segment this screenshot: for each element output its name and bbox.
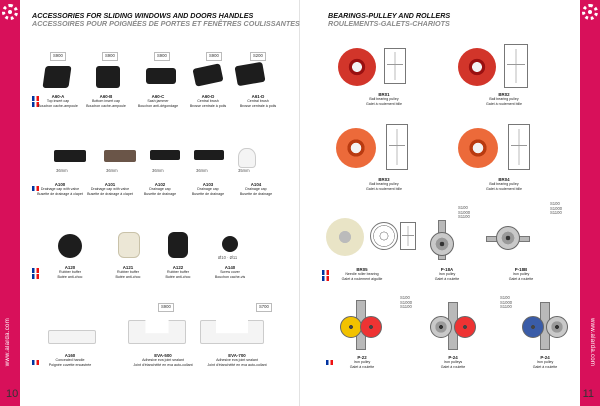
product-label: BR01 Ball bearing pulley Galet à roulement bille [366,92,402,106]
dimension-label: Ø10 · Ø11 [218,255,238,260]
left-page-title: ACCESSORIES FOR SLIDING WINDOWS AND DOORS HANDLES [32,11,254,20]
price-tag: S900 [102,52,118,61]
technical-drawing [370,222,398,250]
product-image-eva700 [200,320,264,344]
product-label: A120 Rubber buffer Butée anti-choc [57,265,83,279]
technical-drawing [386,124,408,170]
gear-logo-icon [2,4,18,20]
right-page-title: BEARINGS-PULLEY AND ROLLERS [328,11,451,20]
product-label: P-18A Iron pulley Galet à roulette [434,267,460,281]
price-tag: S200 [250,52,266,61]
product-image-br03 [336,128,376,168]
technical-drawing [504,44,528,88]
product-label: P-18B Iron pulley Galet à roulette [508,267,534,281]
left-accent-stripe [0,0,20,406]
product-image-br02 [458,48,496,86]
dimension-label: 36mm [196,168,208,173]
product-label: BR04 Ball bearing pulley Galet à roulement bille [486,177,522,191]
price-tag: S900 [50,52,66,61]
product-image-a101 [104,150,136,162]
product-image-a120 [58,234,82,258]
gear-logo-icon [582,4,598,20]
product-label: EVA-700 Adhesive eva joint sealant Joint d'étanchéité en eva auto-collant [207,353,267,367]
product-image-p18a [422,220,462,260]
product-label: A104 Drainage cap Busette de drainage [239,182,273,196]
product-label: A100 Drainage cap with valve Busette de drainage à clapet [37,182,83,196]
product-image-p18b [486,218,530,260]
product-image-a122 [168,232,188,258]
right-page-subtitle: ROULEMENTS-GALETS-CHARIOTS [328,19,450,28]
price-tag: S900 [154,52,170,61]
price-list: S100 S1000 S1100 [500,295,513,310]
product-label: A102 Drainage cap Busette de drainage [143,182,177,196]
technical-drawing [400,222,416,250]
product-label: A60-C Sash jammer Bouchon anti-dégondage [137,94,179,108]
product-image-br05 [326,218,364,256]
france-flag-icon [326,360,333,365]
product-image-p22 [336,300,386,350]
product-image-a60d [192,63,223,86]
product-label: A122 Rubber buffer Butée anti-choc [165,265,191,279]
price-list: S100 S1000 S1100 [550,201,563,216]
product-label: A160 Concealed handle Poignée cuvette encastrée [48,353,92,367]
product-label: A60-B Bottom insert cap Bouchon cache-ampoule [86,94,126,108]
price-list: S100 S1000 S1100 [400,295,413,310]
price-tag: S900 [158,303,174,312]
france-flag-icon [32,360,39,365]
right-accent-stripe [580,0,600,406]
product-image-a121 [118,232,140,258]
product-image-a102 [150,150,180,160]
price-tag: S900 [206,52,222,61]
product-image-p24a [428,302,478,350]
product-label: P-22 Iron pulley Galet à roulette [349,355,375,369]
product-label: A140 Screw cover Bouchon cache-vis [214,265,246,279]
price-list: S100 S1000 S1100 [458,205,471,220]
product-label: A103 Drainage cap Busette de drainage [191,182,225,196]
france-flag-icon [322,270,329,275]
product-label: A101 Drainage cap with valve Busette de drainage à clapet [87,182,133,196]
product-image-a60c [146,68,176,84]
price-tag: S700 [256,303,272,312]
product-label: A61-D Central brush Brosse centrale à poils [239,94,277,108]
product-label: A60-A Top insert cap Bouchon cache-ampoule [38,94,78,108]
product-image-br01 [338,48,376,86]
left-page-number: 10 [6,388,19,400]
right-website-text: www.alarda.com [589,317,595,366]
technical-drawing [384,48,406,84]
product-label: P-24 Iron pulleys Galet à roulette [440,355,466,369]
dimension-label: 36mm [56,168,68,173]
product-image-a61d [234,62,265,87]
product-image-a60a [42,66,71,88]
dimension-label: 35mm [238,168,250,173]
product-image-a60b [96,66,120,88]
france-flag-icon [32,274,39,279]
product-image-a100 [54,150,86,162]
product-label: A121 Rubber buffer Butée anti-choc [115,265,141,279]
product-label: P-24 Iron pulley Galet à roulette [532,355,558,369]
france-flag-icon [322,276,329,281]
product-label: BR02 Ball bearing pulley Galet à roulement bille [486,92,522,106]
product-label: BR05 Needle roller bearing Galet à roulement aiguille [341,267,383,281]
product-label: BR03 Ball bearing pulley Galet à roulement bille [366,177,402,191]
product-label: A60-D Central brush Brosse centrale à poils [189,94,227,108]
product-image-a140 [222,236,238,252]
product-image-a104 [238,148,256,168]
right-page-number: 11 [582,388,594,400]
product-image-a103 [194,150,224,160]
technical-drawing [508,124,530,170]
dimension-label: 36mm [152,168,164,173]
product-image-eva500 [128,320,186,344]
product-image-br04 [458,128,498,168]
product-label: EVA-500 Adhesive eva joint sealant Joint d'étanchéité en eva auto-collant [133,353,193,367]
left-page-subtitle: ACCESSOIRES POUR POIGNÉES DE PORTES ET FENÊTRES COULISSANTES [32,19,300,28]
right-page [300,0,600,406]
dimension-label: 36mm [106,168,118,173]
product-image-p24b [520,302,570,350]
left-website-text: www.alarda.com [5,317,11,366]
product-image-a160 [48,330,96,344]
france-flag-icon [32,268,39,273]
